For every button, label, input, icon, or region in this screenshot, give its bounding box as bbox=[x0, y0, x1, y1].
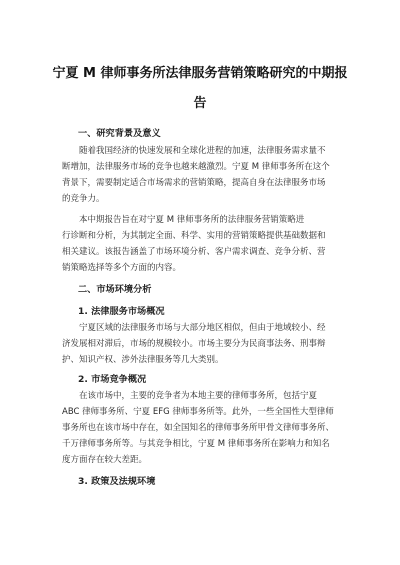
paragraph-line: 度方面存在较大差距。 bbox=[62, 455, 148, 465]
paragraph-line: 背景下，需要制定适合市场需求的营销策略，提高自身在法律服务市场 bbox=[62, 178, 326, 188]
subsection-heading-policy-regulation: 3. 政策及法规环境 bbox=[78, 476, 156, 487]
paragraph-report-purpose bbox=[62, 212, 344, 276]
paragraph-competition bbox=[62, 388, 344, 468]
paragraph-background bbox=[62, 143, 344, 207]
subsection-heading-market-overview: 1. 法律服务市场概况 bbox=[78, 306, 165, 317]
section-heading-research-background: 一、研究背景及意义 bbox=[78, 128, 161, 139]
paragraph-line: 行诊断和分析，为其制定全面、科学、实用的营销策略提供基础数据和 bbox=[62, 231, 326, 241]
paragraph-line: 随着我国经济的快速发展和全球化进程的加速，法律服务需求量不 bbox=[79, 146, 326, 156]
section-heading-market-environment: 二、市场环境分析 bbox=[78, 284, 152, 295]
subsection-heading-competition: 2. 市场竞争概况 bbox=[78, 374, 147, 385]
paragraph-market-overview bbox=[62, 320, 344, 368]
paragraph-line: 断增加，法律服务市场的竞争也越来越激烈。宁夏 M 律师事务所在这个 bbox=[62, 162, 330, 172]
paragraph-line: 千万律师事务所等。与其竞争相比，宁夏 M 律师事务所在影响力和知名 bbox=[62, 439, 330, 449]
paragraph-line: 济发展相对滞后，市场的规模较小。市场主要分为民商事法务、刑事辩 bbox=[62, 339, 326, 349]
paragraph-line: 宁夏区域的法律服务市场与大部分地区相似，但由于地域较小、经 bbox=[79, 323, 326, 333]
document-title-line-1: 宁夏 M 律师事务所法律服务营销策略研究的中期报 bbox=[52, 66, 348, 81]
paragraph-line: 本中期报告旨在对宁夏 M 律师事务所的法律服务营销策略进 bbox=[79, 215, 305, 225]
paragraph-line: 在该市场中，主要的竞争者为本地主要的律师事务所，包括宁夏 bbox=[79, 391, 318, 401]
paragraph-line: 护、知识产权、涉外法律服务等几大类别。 bbox=[62, 355, 224, 365]
document-title-line-2: 告 bbox=[193, 96, 207, 111]
paragraph-line: ABC 律师事务所、宁夏 EFG 律师事务所等。此外，一些全国性大型律师 bbox=[62, 407, 334, 417]
paragraph-line: 销策略选择等多个方面的内容。 bbox=[62, 263, 182, 273]
paragraph-line: 的竞争力。 bbox=[62, 194, 105, 204]
paragraph-line: 事务所也在该市场中存在，如全国知名的律师事务所甲骨文律师事务所、 bbox=[62, 423, 335, 433]
paragraph-line: 相关建议。该报告涵盖了市场环境分析、客户需求调查、竞争分析、营 bbox=[62, 247, 326, 257]
